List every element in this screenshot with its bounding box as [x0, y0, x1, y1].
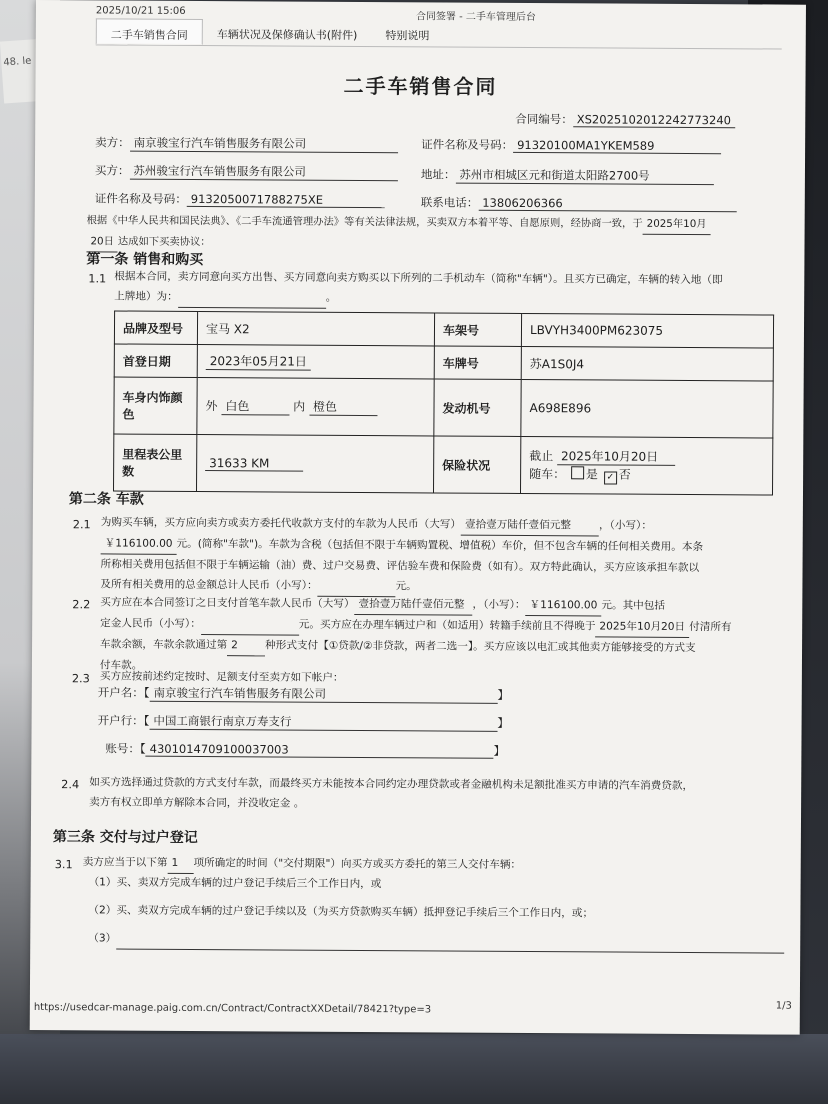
- clause-text: 如买方选择通过贷款的方式支付车款，而最终买方未能按本合同约定办理贷款或者金融机构未足额批准买方申请的汽车消费贷款，: [89, 776, 694, 793]
- payoff-date: 2025年10月20日: [595, 616, 689, 638]
- seller-value: 南京骏宝行汽车销售服务有限公司: [130, 135, 398, 154]
- account-number-label: 账号：【: [105, 741, 146, 756]
- bracket: 】: [497, 687, 510, 702]
- clause-text: 所称相关费用包括但不限于车辆运输（油）费、过户交易费、评估验车费和保险费（如有）。双方特此确认，买方应该承担车款以: [100, 558, 700, 575]
- engine-value: A698E896: [521, 379, 773, 438]
- page-title: 二手车销售合同: [343, 73, 498, 99]
- first-payment-number: ￥116100.00: [525, 595, 601, 616]
- clause-text: ，（小写）：: [472, 598, 526, 612]
- reg-date-value: 2023年05月21日: [206, 352, 311, 371]
- price-number: ￥116100.00: [101, 533, 177, 554]
- vin-value: LBVYH3400PM623075: [521, 313, 773, 348]
- interior-color: 橙色: [309, 398, 377, 416]
- clause-text: 元。: [395, 580, 417, 593]
- clause-text: 车款余额，车款余款通过第: [100, 638, 228, 652]
- clause-text: 。: [325, 291, 337, 304]
- clause-text: ，（小写）：: [598, 519, 652, 532]
- buyer-id-value: 9132050071788275XE: [187, 192, 385, 208]
- clause-1-1: [114, 266, 784, 311]
- clause-text: 为购买车辆，买方应向卖方或卖方委托代收款方支付的车款为人民币（大写）: [100, 516, 462, 531]
- background-bottom: [0, 1034, 828, 1104]
- bank-value: 中国工商银行南京万寿支行: [149, 713, 497, 732]
- delivery-option-3: [88, 928, 788, 953]
- vehicle-info-table: [113, 310, 774, 495]
- seller-id-value: 91320100MA1YKEM589: [513, 138, 721, 154]
- account-number-value: 4301014709100037003: [146, 742, 494, 759]
- no-label: 否: [618, 467, 631, 482]
- preamble-end: 达成如下买卖协议：: [117, 235, 211, 249]
- odometer-label: 里程表公里数: [114, 434, 197, 492]
- color-label: 车身内饰颜色: [114, 377, 197, 435]
- vin-label: 车架号: [434, 313, 521, 347]
- clause-text: 及所有相关费用的总金额总计人民币（小写）：: [100, 578, 318, 592]
- plate-value: 苏A1S0J4: [521, 346, 773, 381]
- engine-label: 发动机号: [434, 379, 521, 437]
- page-number: 1/3: [775, 1000, 792, 1012]
- tab-bar: [96, 18, 782, 49]
- print-date: 2025/10/21 15:06: [95, 5, 186, 17]
- reg-date-label: 首登日期: [114, 344, 197, 378]
- clause-number: 3.1: [54, 858, 73, 872]
- price-words: 壹拾壹万陆仟壹佰元整: [461, 515, 599, 537]
- no-checkbox[interactable]: ✓: [604, 471, 617, 484]
- brand-value: 宝马 X2: [197, 311, 434, 345]
- bracket: 】: [493, 743, 506, 758]
- clause-text: 卖方有权立即单方解除本合同，并没收定金 。: [89, 796, 305, 810]
- clause-2-3: 买方应按前述约定按时、足额支付至卖方如下帐户：: [99, 670, 344, 684]
- bank-label: 开户行：【: [97, 713, 150, 728]
- preamble-date: 2025年10月: [643, 214, 711, 235]
- article1-title: 第一条 销售和购买: [86, 251, 204, 269]
- exterior-color: 白色: [221, 397, 289, 415]
- exterior-prefix: 外: [205, 399, 218, 414]
- clause-number: 2.1: [72, 518, 91, 532]
- bracket: 】: [497, 715, 509, 730]
- tab-sales-contract[interactable]: 二手车销售合同: [96, 18, 203, 45]
- clause-text: 根据本合同，卖方同意向买方出售、买方同意向卖方购买以下所列的二手机动车（简称"车辆"）。且买方已确定，车辆的转入地（即: [114, 270, 723, 287]
- buyer-id-row: [95, 190, 385, 208]
- account-name-label: 开户名：【: [97, 685, 150, 700]
- buyer-address-label: 地址：: [420, 167, 456, 182]
- clause-text: 卖方应当于以下第: [82, 856, 168, 869]
- clause-text: 买方应在本合同签订之日支付首笔车款人民币（大写）: [100, 596, 355, 610]
- clause-text: 元。(简称"车款")。车款为含税（包括但不限于车辆购置税、增值税）车价，但不包含车辆的任何相关费用。本条: [176, 537, 704, 554]
- buyer-phone-value: 13806206366: [478, 196, 736, 213]
- delivery-option: 1: [167, 853, 193, 874]
- account-name-row: [98, 684, 509, 704]
- yes-label: 是: [585, 466, 599, 481]
- buyer-value: 苏州骏宝行汽车销售服务有限公司: [129, 163, 397, 182]
- first-payment-words: 壹拾壹万陆仟壹佰元整: [354, 594, 472, 616]
- bank-row: [98, 712, 509, 732]
- sticky-note: 48. le: [0, 38, 50, 103]
- seller-row: [95, 134, 398, 153]
- delivery-option-1: （1）买、卖双方完成车辆的过户登记手续后三个工作日内，或: [88, 876, 382, 891]
- clause-2-4: [89, 772, 799, 816]
- buyer-row: [95, 162, 398, 181]
- clause-number: 2.4: [61, 778, 80, 792]
- clause-text: 种形式支付【①贷款/②非贷款，两者二选一】。买方应该以电汇或其他卖方能够接受的方式支: [265, 639, 696, 655]
- footer-url: https://usedcar-manage.paig.com.cn/Contract/ContractXXDetail/78421?type=3: [33, 1002, 432, 1016]
- clause-text: 付车款。: [99, 659, 143, 672]
- seller-label: 卖方：: [95, 135, 130, 150]
- contract-number: [515, 111, 735, 128]
- account-name-value: 南京骏宝行汽车销售服务有限公司: [149, 685, 497, 704]
- insurance-date: 2025年10月20日: [557, 447, 675, 466]
- brand-label: 品牌及型号: [114, 311, 197, 345]
- insurance-label: 保险状况: [433, 436, 520, 494]
- contract-number-value: XS2025102012242773240: [573, 112, 735, 128]
- preamble-date2: 20日: [86, 231, 118, 252]
- yes-checkbox[interactable]: [571, 466, 584, 479]
- buyer-address-row: [421, 166, 714, 185]
- preamble-text: 根据《中华人民共和国民法典》、《二手车流通管理办法》等有关法律法规，买卖双方本着平等、自愿原则，经协商一致，于: [86, 214, 643, 230]
- plate-label: 车牌号: [434, 346, 521, 380]
- odometer-value: 31633 KM: [205, 456, 303, 472]
- clause-number: 1.1: [88, 272, 107, 286]
- clause-text: 上牌地）为：: [114, 290, 178, 303]
- insurance-prefix: 截止: [529, 448, 554, 463]
- article3-title: 第三条 交付与过户登记: [52, 829, 198, 847]
- tab-vehicle-condition[interactable]: 车辆状况及保修确认书(附件): [216, 28, 358, 42]
- buyer-label: 买方：: [94, 163, 130, 178]
- delivery-option-2: （2）买、卖双方完成车辆的过户登记手续以及（为买方贷款购买车辆）抵押登记手续后三个工作日内，或；: [88, 904, 594, 920]
- buyer-phone-row: [421, 194, 737, 212]
- seller-id-label: 证件名称及号码：: [421, 137, 514, 152]
- clause-text: 元。其中包括: [601, 599, 666, 612]
- contract-number-label: 合同编号：: [515, 111, 573, 127]
- clause-2-1: [100, 512, 790, 599]
- account-number-row: [105, 740, 505, 758]
- insurance-with-car: 随车：: [529, 466, 566, 481]
- clause-text: 元。买方应在办理车辆过户和（如适用）转籍手续前且不得晚于: [298, 618, 596, 633]
- tab-special-notes[interactable]: 特别说明: [385, 29, 430, 43]
- window-title: 合同签署 - 二手车管理后台: [415, 11, 536, 24]
- contract-paper: [30, 0, 806, 1035]
- article2-title: 第二条 车款: [68, 491, 144, 508]
- clause-number: 2.3: [71, 672, 90, 686]
- clause-text: 付清所有: [689, 621, 732, 634]
- seller-id-row: [421, 136, 721, 154]
- buyer-phone-label: 联系电话：: [420, 195, 479, 210]
- interior-prefix: 内: [293, 399, 306, 414]
- buyer-address-value: 苏州市相城区元和街道太阳路2700号: [455, 167, 713, 186]
- clause-text: （3）: [88, 932, 117, 945]
- clause-text: 项所确定的时间（"交付期限"）向买方或买方委托的第三人交付车辆：: [193, 856, 522, 871]
- buyer-id-label: 证件名称及号码：: [94, 191, 187, 206]
- clause-text: 定金人民币（小写）：: [100, 617, 201, 631]
- payment-form: 2: [227, 635, 265, 656]
- clause-number: 2.2: [72, 598, 91, 612]
